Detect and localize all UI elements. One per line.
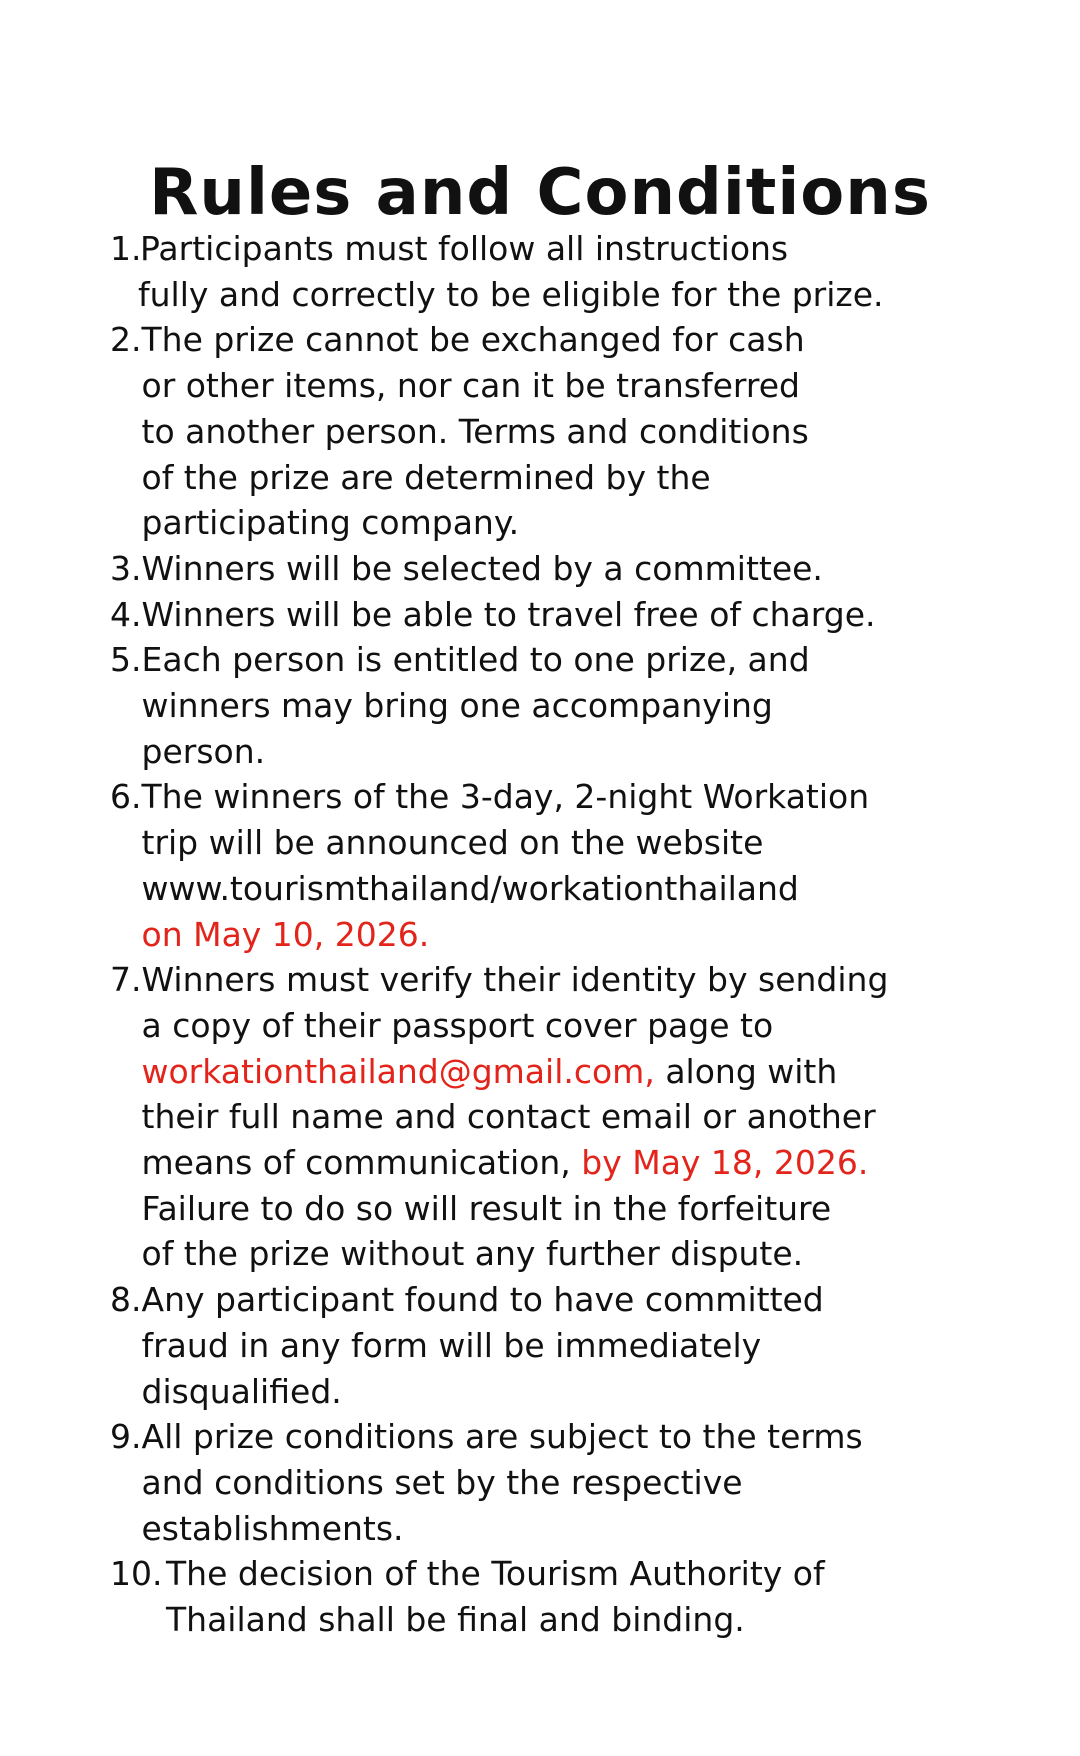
rule-line: Any participant found to have committed (141, 1280, 824, 1320)
contact-email: workationthailand@gmail.com, (141, 1051, 655, 1091)
rule-number: 4. (110, 594, 142, 634)
rule-text (142, 317, 991, 546)
rule-item-1 (110, 226, 990, 317)
rule-line: disqualified. (141, 1371, 342, 1411)
rule-line: Thailand shall be final and binding. (166, 1600, 745, 1640)
rule-line: The prize cannot be exchanged for cash (141, 320, 805, 360)
rule-text (142, 546, 991, 592)
rule-text (166, 1551, 990, 1642)
rule-line: The winners of the 3-day, 2-night Workation (141, 777, 870, 817)
rule-number: 3. (110, 548, 142, 588)
rule-line: All prize conditions are subject to the terms (141, 1417, 863, 1457)
rule-line: of the prize without any further dispute. (141, 1234, 804, 1274)
rule-line-head: means of communication, (141, 1143, 582, 1183)
rule-line: Winners must verify their identity by sending (141, 960, 889, 1000)
rule-item-5 (110, 637, 990, 774)
rule-line: Failure to do so will result in the forfeiture (141, 1188, 832, 1228)
rule-line: fraud in any form will be immediately (141, 1325, 762, 1365)
rule-number: 6. (110, 777, 142, 817)
rule-line: winners may bring one accompanying (141, 686, 773, 726)
rule-text (142, 1277, 991, 1414)
rule-line: Winners will be selected by a committee. (141, 548, 823, 588)
rule-number: 9. (110, 1417, 142, 1457)
rule-line: fully and correctly to be eligible for the prize. (138, 274, 884, 314)
rule-line: their full name and contact email or another (141, 1097, 876, 1137)
rule-line: Each person is entitled to one prize, and (141, 640, 810, 680)
rule-line: or other items, nor can it be transferred (141, 366, 800, 406)
rule-line: of the prize are determined by the (141, 457, 711, 497)
rule-item-9 (110, 1414, 990, 1551)
rule-line: establishments. (141, 1508, 404, 1548)
page-title: Rules and Conditions (149, 155, 931, 230)
rule-number: 8. (110, 1280, 142, 1320)
rule-line: a copy of their passport cover page to (141, 1005, 774, 1045)
rule-item-2 (110, 317, 990, 546)
rule-line: trip will be announced on the website (141, 823, 764, 863)
rule-text (142, 592, 991, 638)
rule-text (142, 1414, 991, 1551)
rule-line (142, 1140, 991, 1186)
rule-item-3 (110, 546, 990, 592)
verification-deadline: by May 18, 2026. (581, 1143, 869, 1183)
rule-number: 10. (110, 1554, 163, 1594)
rule-item-6 (110, 774, 990, 957)
rule-text (142, 637, 991, 774)
rule-item-8 (110, 1277, 990, 1414)
rule-number: 1. (110, 229, 142, 268)
rule-item-7 (110, 957, 990, 1277)
rule-item-10 (110, 1551, 990, 1642)
rule-text (142, 957, 991, 1277)
rule-line: Winners will be able to travel free of charge. (141, 594, 876, 634)
rule-line: and conditions set by the respective (141, 1462, 743, 1502)
rule-line: Participants must follow all instructions (140, 229, 789, 268)
rule-number: 2. (110, 320, 142, 360)
rule-line: to another person. Terms and conditions (141, 411, 809, 451)
announcement-date: on May 10, 2026. (141, 914, 430, 954)
website-url-text: www.tourismthailand/workationthailand (141, 868, 799, 908)
rules-list (110, 226, 990, 1643)
rule-text (140, 226, 990, 317)
rule-item-4 (110, 592, 990, 638)
rule-line-tail: along with (654, 1051, 838, 1091)
rule-number: 5. (110, 640, 142, 680)
rule-text (142, 774, 991, 957)
rule-line (142, 1049, 991, 1095)
rule-line: The decision of the Tourism Authority of (166, 1554, 825, 1594)
rule-number: 7. (110, 960, 142, 1000)
rule-line: person. (141, 731, 266, 771)
rule-line: participating company. (141, 503, 520, 543)
